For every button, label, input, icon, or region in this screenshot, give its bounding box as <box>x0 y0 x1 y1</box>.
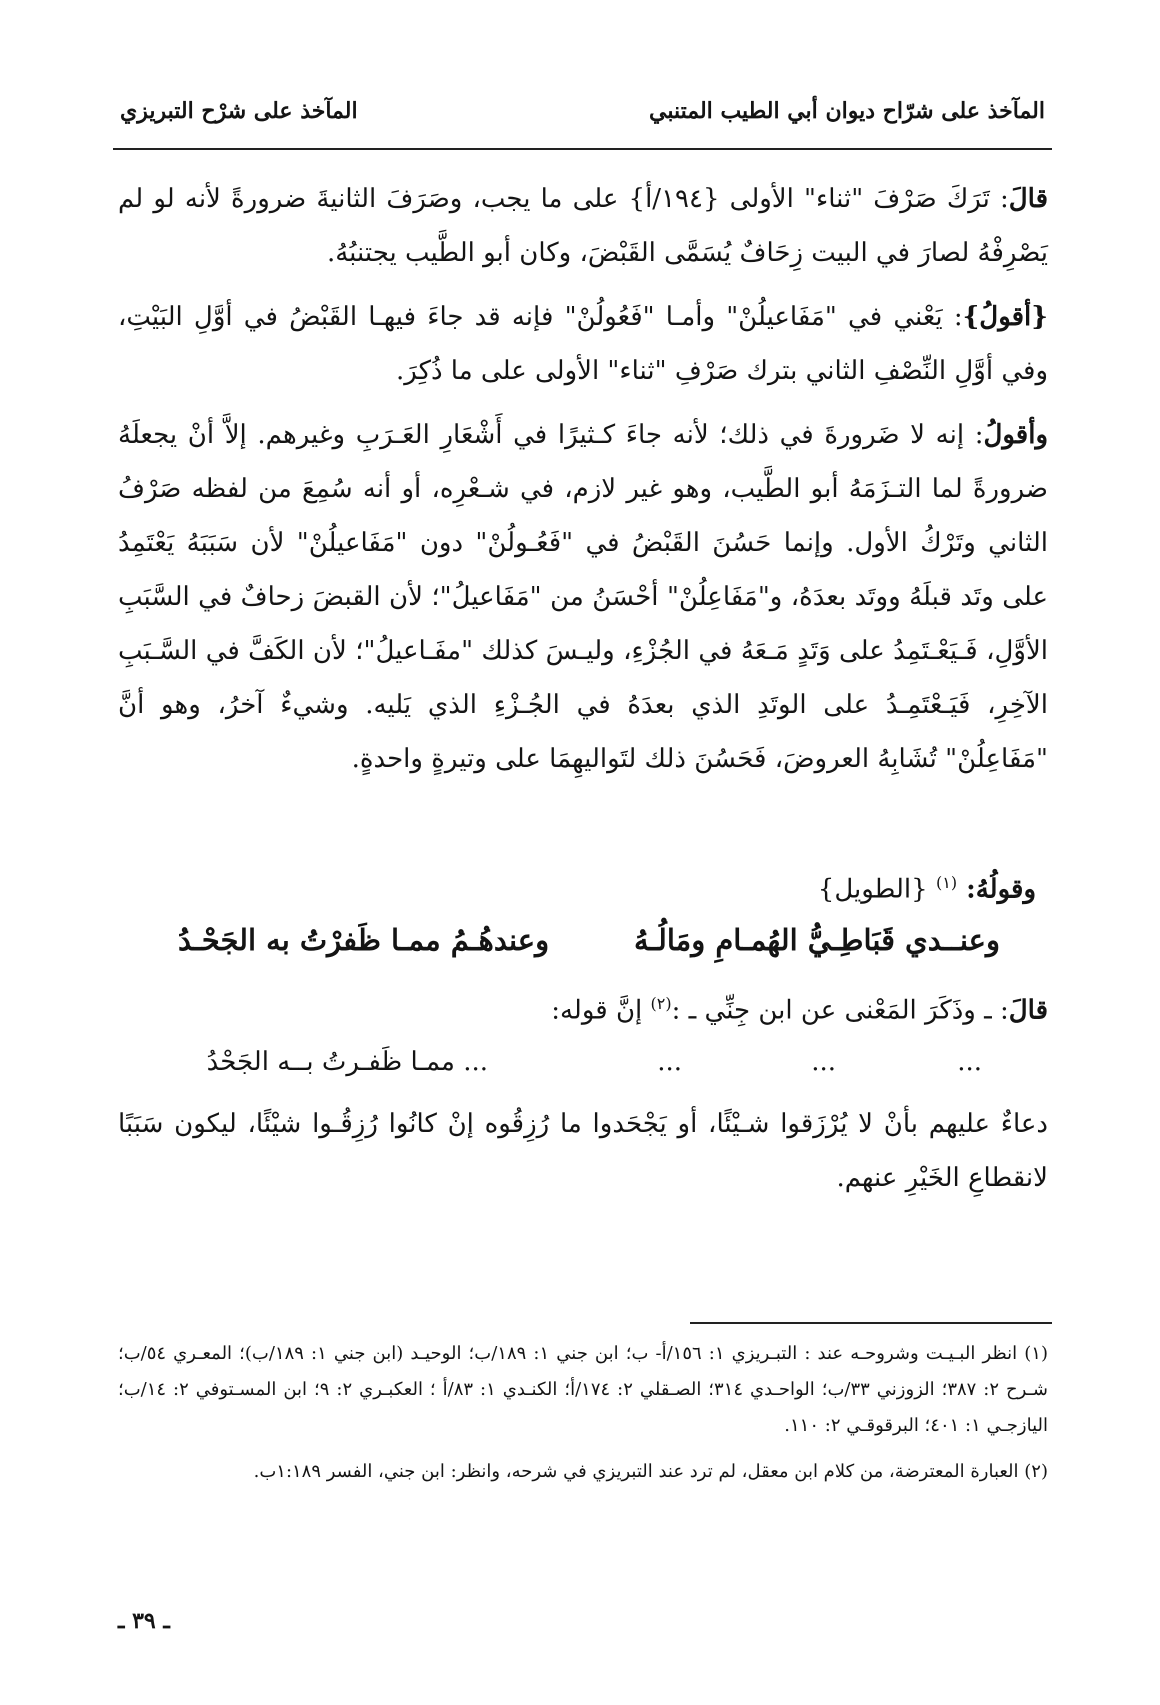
ellipsis: ... <box>957 1047 982 1078</box>
header-divider <box>113 148 1052 150</box>
meter-name: {الطويل} <box>817 874 928 905</box>
paragraph-lead: قالَ <box>1008 184 1049 214</box>
paragraph-text: : تَرَكَ صَرْفَ "ثناء" الأولى {١٩٤/أ} على ما يجب، وصَرَفَ الثانيةَ ضرورةً لأنه لو لم يَصْرِفْهُ لصارَ في البيت زِحَافٌ يُسَمَّى القَبْضَ، وكان أبو الطَّيب يجتنبُهُ. <box>118 184 1048 268</box>
paragraph-lead: وأقولُ <box>983 420 1048 450</box>
running-header <box>120 98 1045 138</box>
paragraph-text: : يَعْني في "مَفَاعيلُنْ" وأمـا "فَعُولُنْ" فإنه قد جاءَ فيهـا القَبْضُ في أوَّلِ البَيْتِ، وفي أوَّلِ النِّصْفِ الثاني بترك صَرْفِ "ثناء" الأولى على ما ذُكِرَ. <box>118 302 1048 386</box>
footnote-2: (٢) العبارة المعترضة، من كلام ابن معقل، لم ترد عند التبريزي في شرحه، وانظر: ابن جني، الفسر ١:١٨٩ب. <box>253 1461 1048 1482</box>
verse-intro-lead: وقولُهُ <box>975 874 1036 905</box>
quoted-hemistich-line <box>118 1037 1048 1097</box>
verse-first-hemistich: وعنــدي قَبَاطِـيُّ الهُمـامِ ومَالُـهُ <box>633 922 1000 957</box>
paragraph-text: : ـ وذَكَرَ المَعْنى عن ابن جِنِّي ـ : <box>671 995 1009 1026</box>
paragraph-text: : إنه لا ضَرورةَ في ذلك؛ لأنه جاءَ كـثيرًا في أَشْعَارِ العَـرَبِ وغيرهم. إلاَّ أنْ يجعلَهُ ضرورةً لما التـزَمَهُ أبو الطَّيب، وهو غير لازم، في شـعْرِه، أو أنه سُمِعَ من لفظه صَرْفُ الثاني وتَرْكُ الأول. وإنما حَسُنَ القَبْضُ في "فَعُـولُنْ" دون "مَفَاعيلُنْ" لأن سَبَبَهُ يَعْتَمِدُ على وتَد قبلَهُ ووتَد بعدَهُ، و"مَفَاعِلُنْ" أحْسَنُ من "مَفَاعيلُ"؛ لأن القبضَ زحافٌ في السَّبَبِ الأوَّلِ، فَـيَعْـتَمِدُ على وَتَدٍ مَـعَهُ في الجُزْءِ، وليـسَ كذلك "مفَـاعيلُ"؛ لأن الكَفَّ في السَّـبَبِ الآخِرِ، فَيَـعْتَمِـدُ على الوتَدِ الذي بعدَهُ في الجُـزْءِ الذي يَليه. وشيءٌ آخرُ، وهو أنَّ "مَفَاعِلُنْ" تُشَابِهُ العروضَ، فَحَسُنَ ذلك لتَواليهِمَا على وتيرةٍ واحدةٍ. <box>118 420 1048 774</box>
footnote-marker: (٢) <box>650 993 672 1013</box>
verse-second-hemistich: وعندهُـمُ ممـا ظَفرْتُ به الجَحْـدُ <box>178 922 550 957</box>
paragraph-text: إنَّ قوله: <box>551 995 651 1026</box>
footnote-1: (١) انظر البـيـت وشروحـه عند : التبـريزي ١: ١٥٦/أ- ب؛ ابن جني ١: ١٨٩/ب؛ الوحيـد (ابن جني ١: ١٨٩/ب)؛ المعـري ٥٤/ب؛ شـرح ٢: ٣٨٧؛ الزوزني ٣٣/ب؛ الواحـدي ٣١٤؛ الصـقلي ٢: ١٧٤/أ؛ الكنـدي ١: ٨٣/أ ؛ العكبـري ٢: ٩؛ ابن المسـتوفي ٢: ١٤/ب؛ اليازجـي ١: ٤٠١؛ البرقوقـي ٢: ١١٠. <box>118 1343 1048 1436</box>
paragraph-qala-ibn-jinni <box>118 977 1048 1038</box>
footnotes <box>118 1336 1048 1500</box>
verse-intro: وقولُهُ: $^{(١)}$ {الطويل} <box>817 873 1036 905</box>
page-number: ـ ٣٩ ـ <box>118 1608 170 1634</box>
paragraph-qala <box>118 172 1048 280</box>
quoted-fragment: ... ممـا ظَفـرتُ بــه الجَحْدُ <box>206 1047 488 1078</box>
paragraph-closing: دعاءٌ عليهم بأنْ لا يُرْزَقوا شـيْئًا، أو يَجْحَدوا ما رُزِقُوه إنْ كانُوا رُزِقُـوا شيْئًا، ليكون سَبَبًا لانقطاعِ الخَيْرِ عنهم. <box>118 1109 1048 1194</box>
main-text <box>118 172 1048 1215</box>
paragraph-wa-aqulu <box>118 408 1048 786</box>
paragraph-lead: {أقولُ} <box>962 302 1048 332</box>
poem-verse <box>118 917 1048 977</box>
ellipsis: ... <box>811 1047 836 1078</box>
paragraph-aqulu <box>118 290 1048 398</box>
header-chapter-title: المآخذ على شرْح التبريزي <box>120 98 358 124</box>
footnote-marker: (١) <box>935 873 958 892</box>
footnote-divider <box>690 1322 1052 1324</box>
header-book-title: المآخذ على شرّاح ديوان أبي الطيب المتنبي <box>649 98 1045 124</box>
ellipsis: ... <box>657 1047 682 1078</box>
section-gap <box>118 796 1048 856</box>
paragraph-lead: قالَ <box>1008 995 1048 1026</box>
